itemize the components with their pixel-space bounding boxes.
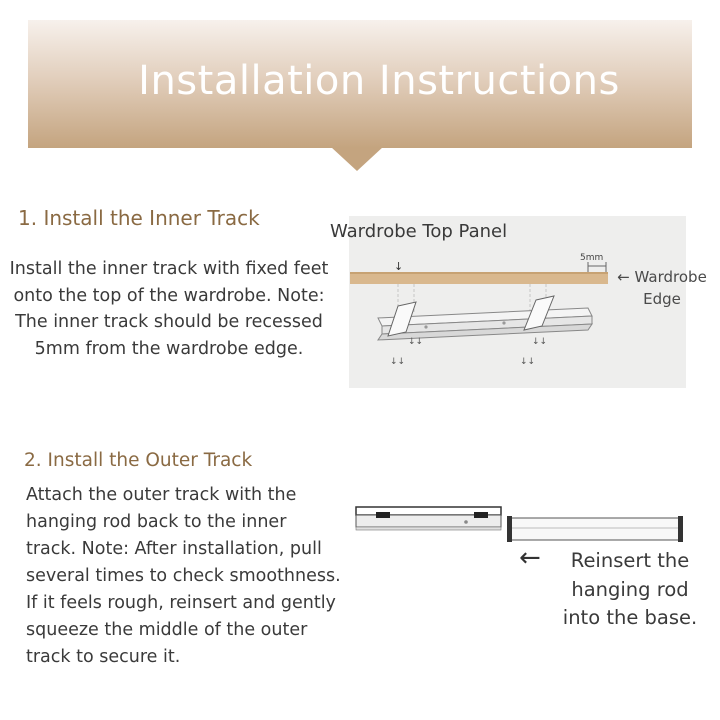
svg-text:↓↓: ↓↓ bbox=[520, 357, 536, 367]
left-arrow-icon: ← bbox=[519, 543, 541, 573]
svg-text:↓↓: ↓↓ bbox=[532, 337, 548, 347]
svg-text:↓↓: ↓↓ bbox=[408, 337, 424, 347]
step2-title: 2. Install the Outer Track bbox=[24, 450, 253, 471]
page-title: Installation Instructions bbox=[138, 58, 620, 104]
down-arrow-icon: ↓ bbox=[394, 260, 404, 273]
left-arrow-icon: ← bbox=[617, 268, 630, 286]
dimension-label: 5mm bbox=[580, 253, 604, 263]
outer-track-illustration bbox=[356, 507, 683, 542]
step2-description: Attach the outer track with the hanging rod back to the inner track. Note: After installation, pull several times to check smoothness. If it feels rough, reinsert and gently squeeze the middle of the outer track to secure it. bbox=[26, 485, 341, 667]
screw-arrows-icon bbox=[390, 337, 547, 367]
wardrobe-top-panel-label: Wardrobe Top Panel bbox=[330, 221, 508, 242]
wardrobe-edge-label: ← Wardrobe Edge bbox=[617, 268, 707, 308]
reinsert-label: Reinsert the hanging rod into the base. bbox=[562, 549, 698, 629]
hanging-rod-track bbox=[509, 518, 681, 540]
svg-text:↓↓: ↓↓ bbox=[390, 357, 406, 367]
step1-description: Install the inner track with fixed feet onto the top of the wardrobe. Note: The inner track should be recessed 5mm from the wardrobe edge. bbox=[9, 259, 329, 359]
step1-title: 1. Install the Inner Track bbox=[18, 206, 260, 230]
